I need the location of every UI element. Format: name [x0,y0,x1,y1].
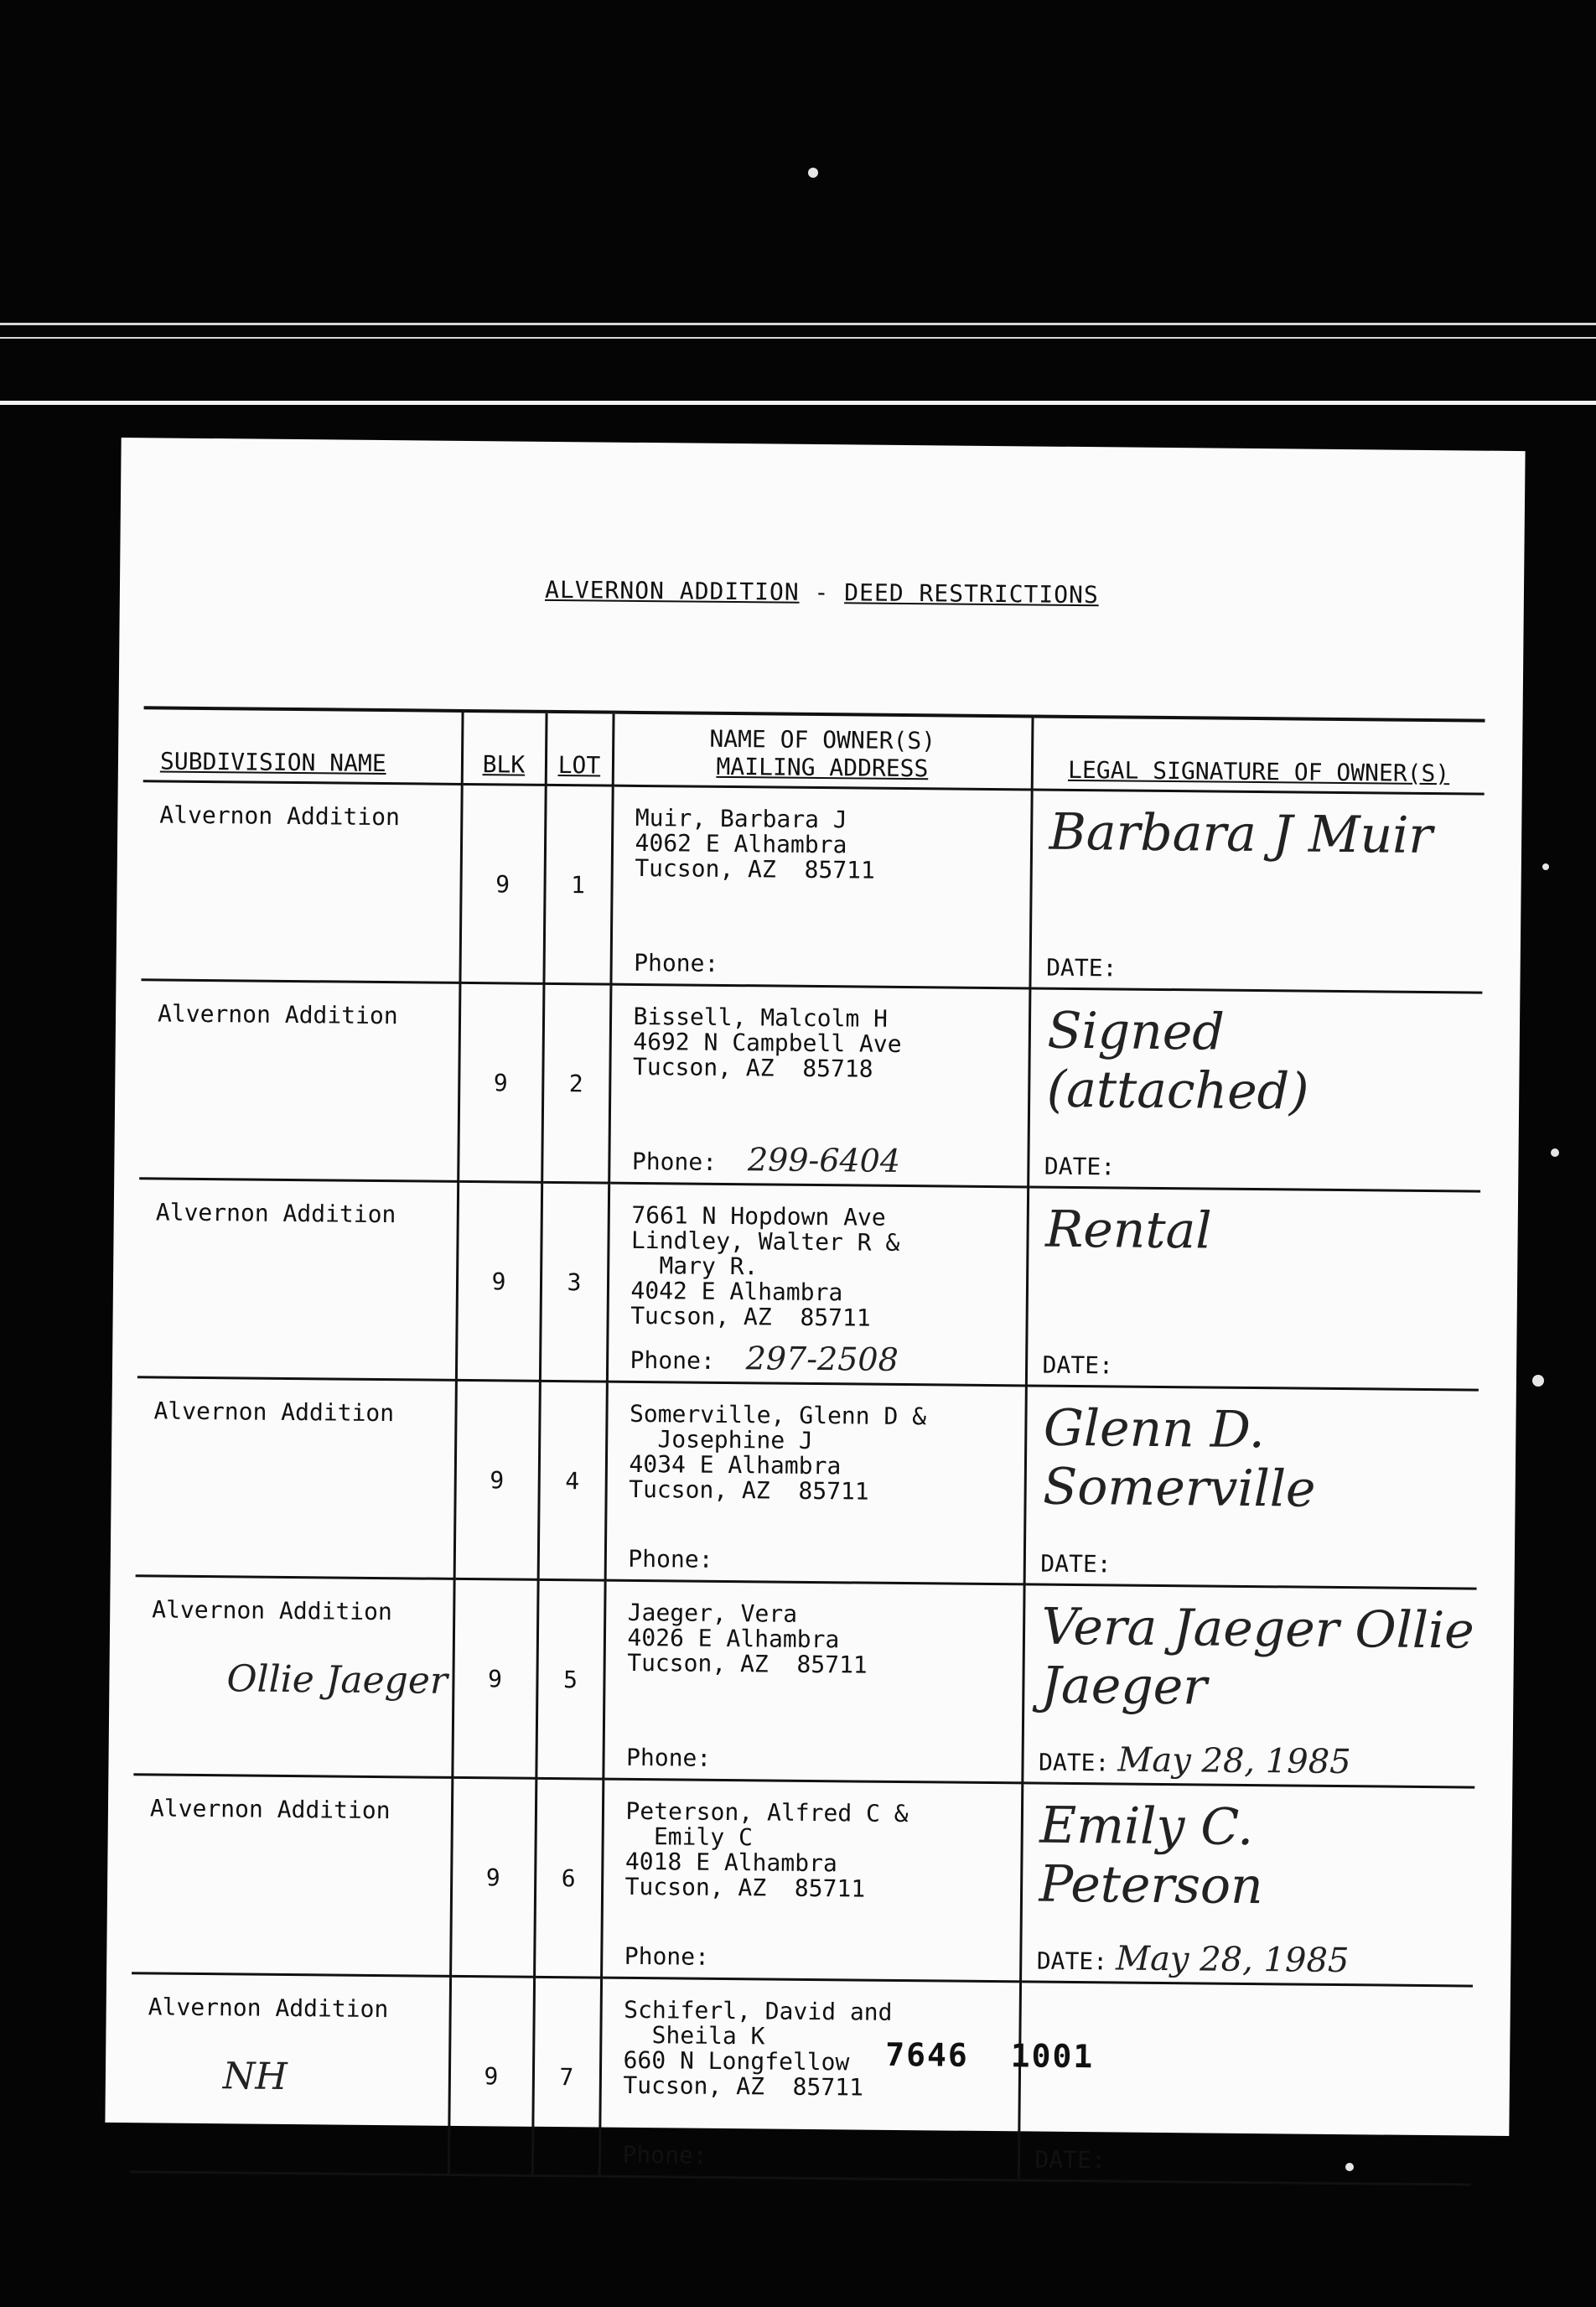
lot-cell: 6 [534,1778,603,1978]
subdivision-name: Alvernon Addition [157,999,398,1030]
phone-value: 299-6404 [747,1141,901,1179]
signature-cell [1020,1783,1474,1986]
phone-line [624,1935,727,1973]
phone-label: Phone: [625,1743,712,1772]
signature-cell [1029,790,1484,993]
scan-line [0,401,1596,405]
phone-line [634,941,736,979]
owner-address-cell [605,1382,1026,1584]
date-label: DATE: [1040,1549,1112,1579]
document-footer [885,2036,1136,2076]
handwritten-signature: Rental [1044,1200,1212,1261]
title-part2: DEED RESTRICTIONS [844,578,1099,609]
date-label: DATE: [1046,953,1117,982]
lot-cell: 1 [543,785,612,984]
date-label: DATE: [1042,1351,1114,1380]
handwritten-signature: Barbara J Muir [1049,802,1433,866]
lot-cell: 5 [536,1579,604,1779]
scan-line [0,323,1596,325]
footer-number-2: 1001 [1010,2037,1095,2076]
subdivision-name: Alvernon Addition [148,1993,389,2024]
table-row [133,1576,1476,1787]
phone-line [632,1140,901,1179]
lot-cell: 3 [540,1182,609,1382]
owner-address-cell [609,984,1029,1187]
subdivision-cell [133,1576,453,1778]
signature-cell [1026,1187,1480,1390]
scan-line [0,337,1596,339]
subdivision-cell [141,781,461,983]
table-header-row [143,708,1485,794]
date-line [1039,1740,1351,1782]
blk-cell: 9 [450,1777,536,1977]
subdivision-name: Alvernon Addition [155,1198,396,1229]
handwritten-note [229,1459,453,1461]
handwritten-note [235,863,459,865]
subdivision-cell [139,980,459,1182]
date-line [1046,946,1126,985]
subdivision-name: Alvernon Addition [159,801,401,832]
date-line [1040,1542,1120,1581]
date-label: DATE: [1044,1152,1116,1181]
owner-address: Jaeger, Vera 4026 E Alhambra Tucson, AZ 85711 [627,1598,868,1679]
handwritten-note: NH [222,2055,288,2098]
date-line [1044,1144,1124,1184]
subdivision-cell [136,1377,456,1579]
owner-address: Somerville, Glenn D & Josephine J 4034 E Alhambra Tucson, AZ 85711 [629,1399,927,1506]
subdivision-cell [137,1179,458,1381]
date-label: DATE: [1034,2145,1106,2175]
handwritten-note: Ollie Jaeger [226,1657,448,1703]
phone-label: Phone: [622,2140,707,2170]
handwritten-signature: Glenn D. Somerville [1042,1398,1316,1519]
phone-line [630,1339,899,1378]
owner-address-cell [607,1183,1028,1386]
signature-cell [1028,988,1482,1191]
subdivision-name: Alvernon Addition [152,1595,392,1626]
blk-cell: 9 [454,1380,540,1579]
phone-line [628,1537,730,1575]
table-row [136,1377,1479,1589]
dust-speck [1551,1148,1559,1157]
lot-cell: 7 [532,1977,601,2176]
table-row [130,1973,1473,2185]
owner-address-cell [601,1779,1022,1982]
handwritten-signature: Emily C. Peterson [1039,1796,1264,1916]
owner-address-cell [603,1580,1023,1783]
subdivision-cell [132,1775,452,1977]
owner-address-cell [599,1978,1020,2180]
header-subdivision: SUBDIVISION NAME [143,708,463,784]
dust-speck [808,168,818,178]
date-line [1034,2138,1114,2177]
owner-address: Muir, Barbara J 4062 E Alhambra Tucson, AZ 85711 [635,803,876,884]
blk-cell: 9 [448,1976,534,2175]
date-label: DATE: [1038,1748,1110,1777]
phone-line [622,2133,724,2171]
document-page [105,438,1525,2175]
owner-address: Bissell, Malcolm H 4692 N Campbell Ave Tucson, AZ 85718 [632,1002,902,1083]
table-row [139,980,1482,1191]
date-line [1037,1939,1350,1981]
header-signature: LEGAL SIGNATURE OF OWNER(S) [1032,716,1485,794]
title-part1: ALVERNON ADDITION [544,575,800,606]
subdivision-name: Alvernon Addition [149,1794,391,1825]
table-row [137,1179,1480,1390]
deed-table [130,706,1485,2185]
blk-cell: 9 [456,1181,542,1381]
footer-number-1: 7646 [885,2035,969,2074]
phone-label: Phone: [624,1942,710,1971]
date-value: May 28, 1985 [1115,1939,1350,1981]
table-row [141,781,1484,993]
dust-speck [1542,863,1549,870]
date-value: May 28, 1985 [1117,1740,1351,1782]
signature-cell [1018,1982,1473,2185]
document-title [120,572,1524,613]
lot-cell: 2 [542,983,610,1183]
phone-label: Phone: [631,1147,718,1176]
signature-cell [1022,1584,1476,1787]
subdivision-name: Alvernon Addition [153,1397,395,1428]
handwritten-signature: Vera Jaeger Ollie Jaeger [1040,1597,1475,1717]
handwritten-note [231,1260,455,1262]
owner-address: 7661 N Hopdown Ave Lindley, Walter R & Mary R. 4042 E Alhambra Tucson, AZ 85711 [630,1200,900,1332]
date-line [1042,1343,1122,1382]
header-owner-line2: MAILING ADDRESS [716,752,929,783]
lot-cell: 4 [538,1381,607,1580]
subdivision-cell [130,1973,450,2175]
owner-address: Peterson, Alfred C & Emily C 4018 E Alhambra Tucson, AZ 85711 [624,1796,909,1903]
header-blk: BLK [462,711,547,785]
handwritten-note [233,1061,458,1064]
owner-address: Schiferl, David and Sheila K 660 N Longfellow Tucson, AZ 85711 [623,1995,893,2102]
phone-value: 297-2508 [745,1340,899,1378]
handwritten-note [225,1856,449,1859]
table-row [132,1775,1474,1986]
header-lot: LOT [546,712,614,785]
phone-label: Phone: [628,1544,713,1573]
header-owner-line1: NAME OF OWNER(S) [709,724,936,755]
phone-line [626,1736,728,1774]
title-separator: - [799,578,845,607]
header-owner [613,713,1033,790]
handwritten-signature: Signed (attached) [1046,1001,1309,1122]
phone-label: Phone: [634,948,719,977]
blk-cell: 9 [452,1579,537,1778]
blk-cell: 9 [459,784,545,983]
dust-speck [1532,1375,1544,1387]
phone-label: Phone: [630,1345,715,1375]
blk-cell: 9 [458,982,543,1182]
owner-address-cell [610,785,1031,988]
date-label: DATE: [1036,1947,1108,1976]
signature-cell [1024,1386,1479,1589]
